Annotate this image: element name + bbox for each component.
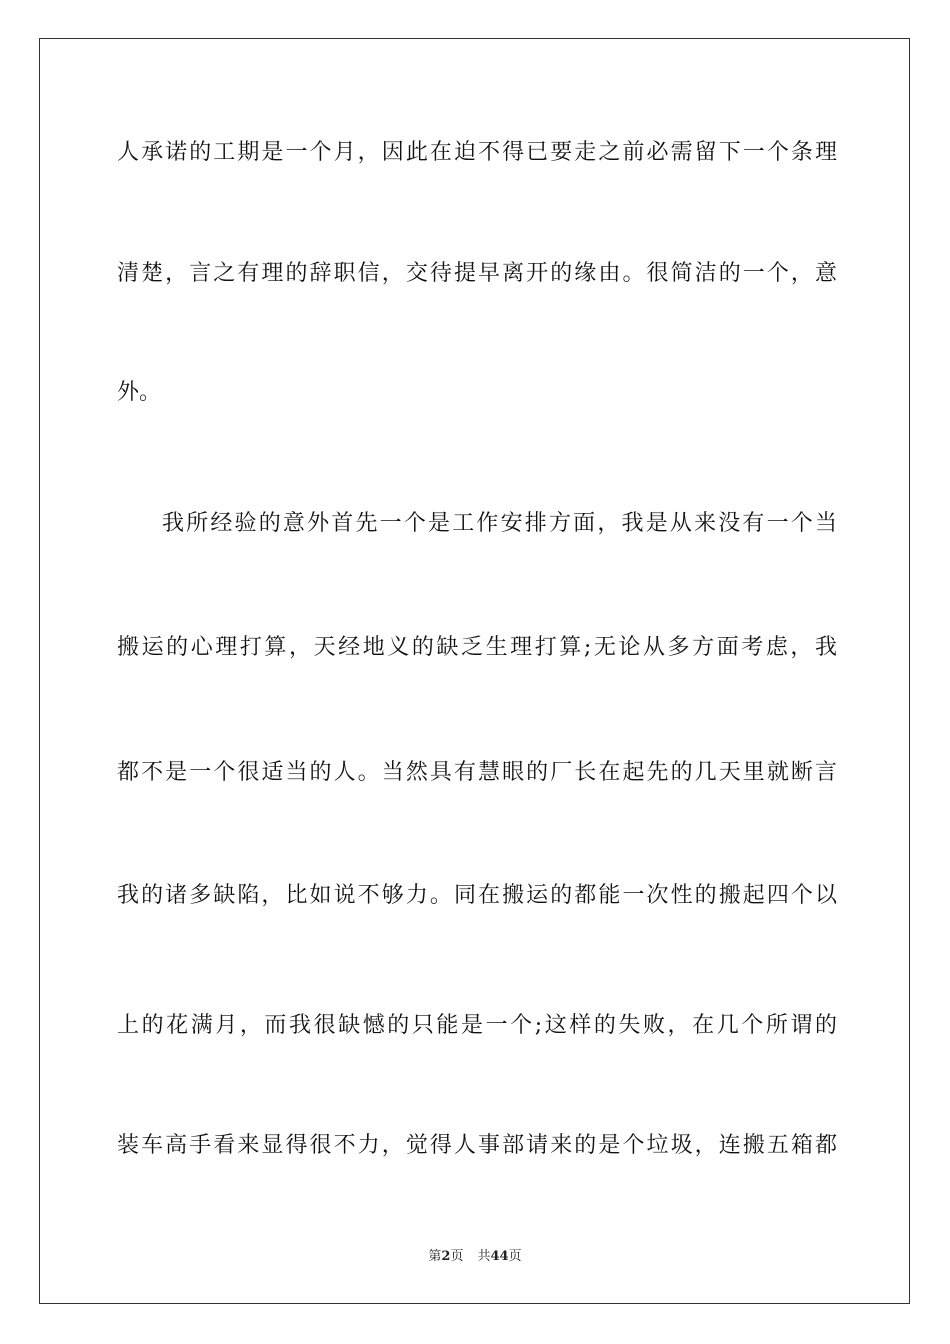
text-line-5: 搬运的心理打算，天经地义的缺乏生理打算;无论从多方面考虑，我: [117, 635, 837, 660]
text-line-9: 装车高手看来显得很不力，觉得人事部请来的是个垃圾，连搬五箱都: [117, 1133, 837, 1158]
text-line-2: 清楚，言之有理的辞职信，交待提早离开的缘由。很简洁的一个，意: [117, 261, 837, 286]
page-footer: [0, 1248, 950, 1266]
text-line-1: 人承诺的工期是一个月，因此在迫不得已要走之前必需留下一个条理: [117, 140, 837, 165]
page-number: 2: [441, 1249, 451, 1264]
page-border: [39, 38, 910, 1304]
text-line-4: 我所经验的意外首先一个是工作安排方面，我是从来没有一个当: [162, 511, 837, 536]
total-suffix: 页: [508, 1249, 522, 1264]
text-line-3: 外。: [117, 380, 162, 405]
text-line-7: 我的诸多缺陷，比如说不够力。同在搬运的都能一次性的搬起四个以: [117, 883, 837, 908]
text-line-6: 都不是一个很适当的人。当然具有慧眼的厂长在起先的几天里就断言: [117, 760, 837, 785]
total-prefix: 共: [477, 1249, 491, 1264]
page-prefix: 第: [428, 1249, 442, 1264]
page-suffix: 页: [450, 1249, 464, 1264]
text-line-8: 上的花满月，而我很缺憾的只能是一个;这样的失败，在几个所谓的: [117, 1013, 837, 1038]
total-pages: 44: [490, 1249, 509, 1264]
